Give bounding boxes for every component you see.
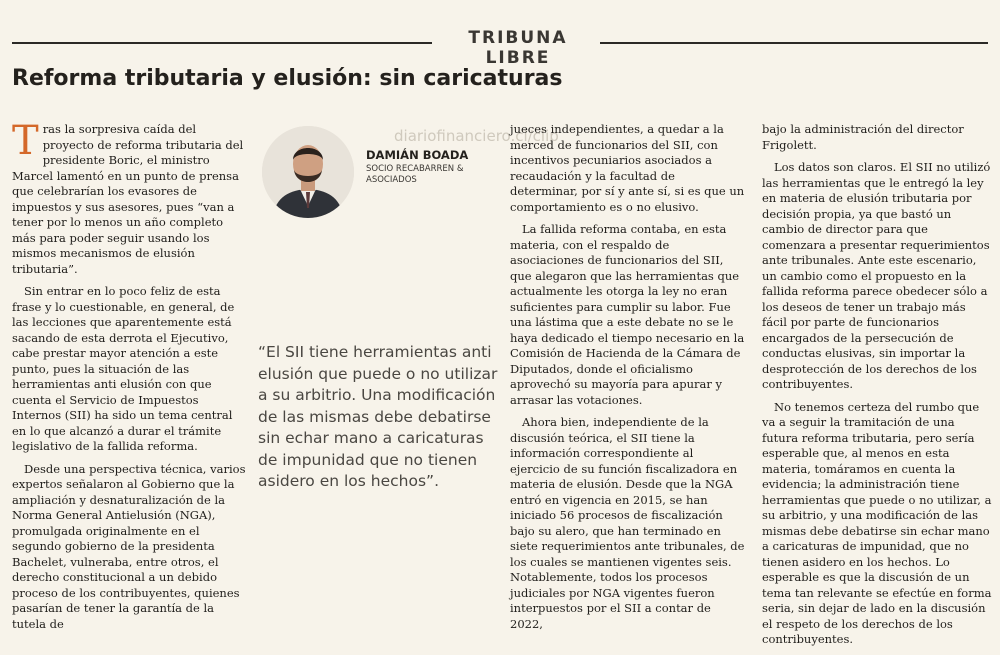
author-portrait-icon: [262, 126, 354, 218]
article-headline: Reforma tributaria y elusión: sin caricaturas: [12, 66, 563, 91]
body-paragraph: Sin entrar en lo poco feliz de esta frase y lo cuestionable, en general, de las lecciones que aparentemente está sacando de esta derrota el Ejecutivo, cabe prestar mayor atención a este punto, pues la situación de las herramientas anti elusión con que cuenta el Servicio de Impuestos Internos (SII) ha sido un tema central en lo que alcanzó a durar el trámite legislativo de la fallida reforma.: [12, 284, 235, 453]
body-paragraph: [12, 118, 246, 277]
body-paragraph: No tenemos certeza del rumbo que va a seguir la tramitación de una futura reforma tributaria, pero sería esperable que, al menos en esta materia, tomáramos en cuenta la evidencia; la administración tiene herramientas que puede o no utilizar, a su arbitrio, y una modificación de las mismas debe debatirse sin echar mano a caricaturas de impunidad, que no tienen asidero en los hechos. Lo esperable es que la discusión de un tema tan relevante se efectúe en forma seria, sin dejar de lado en la discusión el respeto de los derechos de los contribuyentes.: [762, 399, 992, 646]
author-portrait: [262, 126, 354, 218]
section-header: [12, 28, 988, 68]
section-label: TRIBUNA LIBRE: [468, 28, 568, 68]
paragraph-text: ras la sorpresiva caída del proyecto de reforma tributaria del presidente Boric, el ministro Marcel lamentó en un punto de prensa que celebrarían los evasores de impuestos y sus asesores, pues “van a tener por lo menos un año completo más para poder seguir usando los mismos mecanismos de elusión tributaria”.: [12, 122, 244, 276]
author-name: DAMIÁN BOADA: [366, 148, 469, 162]
body-column-4: [762, 122, 992, 655]
body-paragraph: Ahora bien, independiente de la discusión teórica, el SII tiene la información correspondiente al ejercicio de su función fiscalizadora en materia de elusión. Desde que la NGA entró en vigencia en 2015, se han iniciado 56 procesos de fiscalización bajo su alero, que han terminado en siete requerimientos ante tribunales, de los cuales se mantienen vigentes seis. Notablemente, todos los procesos judiciales por NGA vigentes fueron interpuestos por el SII a contar de 2022,: [510, 415, 745, 631]
drop-cap: T: [12, 118, 39, 164]
section-rule-left: [12, 42, 432, 44]
body-column-1: [12, 118, 246, 639]
body-column-3: [510, 122, 746, 639]
body-paragraph: La fallida reforma contaba, en esta materia, con el respaldo de asociaciones de funcionarios del SII, que alegaron que las herramientas que actualmente les otorga la ley no eran suficientes para cumplir su labor. Fue una lástima que a este debate no se le haya dedicado el tiempo necesario en la Comisión de Hacienda de la Cámara de Diputados, donde el oficialismo aprovechó su mayoría para apurar y arrasar las votaciones.: [510, 222, 745, 407]
author-block: [262, 126, 492, 218]
body-paragraph: bajo la administración del director Frigolett.: [762, 122, 964, 152]
section-rule-right: [600, 42, 988, 44]
body-paragraph: Desde una perspectiva técnica, varios expertos señalaron al Gobierno que la ampliación y desnaturalización de la Norma General Antielusión (NGA), promulgada originalmente en el segundo gobierno de la presidenta Bachelet, vulneraba, entre otros, el derecho constitucional a un debido proceso de los contribuyentes, quienes pasarían de tener la garantía de la tutela de: [12, 461, 246, 631]
pull-quote: “El SII tiene herramientas anti elusión que puede o no utilizar a su arbitrio. Una modificación de las mismas debe debatirse sin echar mano a caricaturas de impunidad que no tienen asidero en los hechos”.: [258, 343, 498, 490]
author-role: SOCIO RECABARREN & ASOCIADOS: [366, 164, 464, 185]
watermark: diariofinanciero.cl/clip: [394, 127, 559, 145]
body-paragraph: Los datos son claros. El SII no utilizó las herramientas que le entregó la ley en materia de elusión tributaria por decisión propia, ya que bastó un cambio de director para que comenzara a presentar requerimientos ante tribunales. Ante este escenario, un cambio como el propuesto en la fallida reforma parece obedecer sólo a los deseos de tener un trabajo más fácil por parte de funcionarios encargados de la persecución de conductas elusivas, sin importar la desprotección de los derechos de los contribuyentes.: [762, 160, 991, 391]
body-paragraph: jueces independientes, a quedar a la merced de funcionarios del SII, con incentivos pecuniarios asociados a recaudación y la facultad de determinar, por sí y ante sí, si es que un comportamiento es o no elusivo.: [510, 122, 745, 214]
